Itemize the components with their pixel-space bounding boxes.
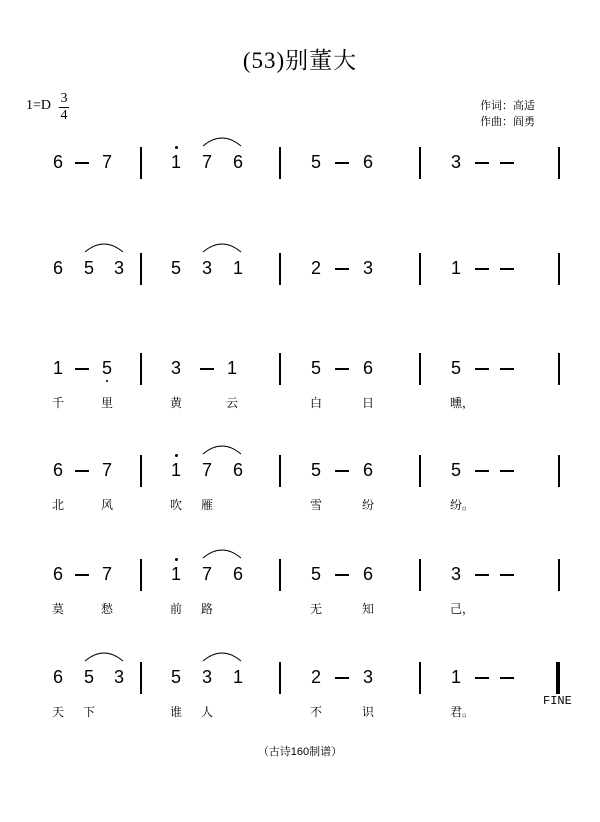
credits <box>480 98 535 130</box>
note: 3 <box>362 667 373 687</box>
note: 7 <box>201 564 212 584</box>
lyric: 莫 <box>51 602 64 616</box>
lyric: 云 <box>225 396 238 410</box>
barline <box>279 559 281 591</box>
lyric: 人 <box>200 705 213 719</box>
note: 1 <box>232 667 243 687</box>
barline <box>140 253 142 285</box>
dash <box>200 368 214 370</box>
key-label: 1=D <box>26 98 52 113</box>
note: 5 <box>83 667 94 687</box>
lyric: 日 <box>361 396 374 410</box>
dash <box>475 677 489 679</box>
lyric: 纷 <box>361 498 374 512</box>
note: 5 <box>170 258 181 278</box>
lyric: 谁 <box>169 705 182 719</box>
high-octave-dot <box>175 558 178 561</box>
score-row-4 <box>0 460 600 520</box>
note: 6 <box>362 152 373 172</box>
note-high <box>166 152 186 172</box>
dash <box>335 574 349 576</box>
barline <box>140 662 142 694</box>
note: 5 <box>310 460 321 480</box>
note-high <box>166 460 186 480</box>
lyric: 千 <box>51 396 64 410</box>
note: 3 <box>113 258 124 278</box>
barline <box>419 353 421 385</box>
note: 6 <box>52 152 63 172</box>
barline <box>419 147 421 179</box>
final-barline <box>556 662 560 694</box>
score-row-1 <box>0 152 600 212</box>
lyric: 君。 <box>450 705 475 719</box>
lyricist-credit: 作词：高适 <box>480 100 535 112</box>
lyric: 风 <box>100 498 113 512</box>
dash <box>500 162 514 164</box>
note: 6 <box>362 564 373 584</box>
barline <box>279 662 281 694</box>
dash <box>500 268 514 270</box>
note: 7 <box>201 152 212 172</box>
note: 6 <box>232 152 243 172</box>
barline <box>558 353 560 385</box>
note: 6 <box>52 564 63 584</box>
note: 6 <box>232 460 243 480</box>
dash <box>475 574 489 576</box>
note: 7 <box>101 152 112 172</box>
score-row-3 <box>0 358 600 418</box>
dash <box>475 268 489 270</box>
dash <box>475 162 489 164</box>
lyric: 天 <box>51 705 64 719</box>
note: 2 <box>310 258 321 278</box>
dash <box>75 470 89 472</box>
lyric: 下 <box>82 705 95 719</box>
note: 3 <box>201 667 212 687</box>
dash <box>75 368 89 370</box>
barline <box>279 147 281 179</box>
slur <box>83 240 125 254</box>
lyric: 己， <box>450 602 475 616</box>
note-digit: 1 <box>170 152 181 172</box>
dash <box>75 162 89 164</box>
barline <box>279 253 281 285</box>
lyric: 愁 <box>100 602 113 616</box>
lyric: 雁 <box>200 498 213 512</box>
dash <box>500 677 514 679</box>
barline <box>140 147 142 179</box>
dash <box>500 368 514 370</box>
lyric: 知 <box>361 602 374 616</box>
dash <box>335 162 349 164</box>
note: 3 <box>450 564 461 584</box>
note: 7 <box>201 460 212 480</box>
composer-credit: 作曲：阎勇 <box>480 116 535 128</box>
barline <box>279 455 281 487</box>
barline <box>279 353 281 385</box>
note: 5 <box>310 152 321 172</box>
lyric: 前 <box>169 602 182 616</box>
time-top: 3 <box>60 91 68 106</box>
lyric: 白 <box>309 396 322 410</box>
note-low <box>97 358 117 378</box>
barline <box>140 455 142 487</box>
note-digit: 1 <box>170 564 181 584</box>
slur <box>201 442 243 456</box>
lyric: 无 <box>309 602 322 616</box>
lyric: 纷。 <box>450 498 475 512</box>
barline <box>140 559 142 591</box>
lyric: 里 <box>100 396 113 410</box>
barline <box>419 662 421 694</box>
lyric: 曛， <box>450 396 475 410</box>
note-digit: 5 <box>101 358 112 378</box>
footer-note: （古诗160制谱） <box>257 746 343 758</box>
song-title: (53)别董大 <box>242 48 358 73</box>
note: 6 <box>232 564 243 584</box>
note: 2 <box>310 667 321 687</box>
note: 5 <box>310 564 321 584</box>
slur <box>83 649 125 663</box>
note: 3 <box>362 258 373 278</box>
note: 1 <box>52 358 63 378</box>
barline <box>558 455 560 487</box>
note: 3 <box>450 152 461 172</box>
lyric: 雪 <box>309 498 322 512</box>
high-octave-dot <box>175 146 178 149</box>
score-row-5 <box>0 564 600 624</box>
lyric: 路 <box>200 602 213 616</box>
dash <box>475 368 489 370</box>
dash <box>75 574 89 576</box>
note: 5 <box>310 358 321 378</box>
note: 7 <box>101 564 112 584</box>
barline <box>558 147 560 179</box>
dash <box>500 574 514 576</box>
note: 6 <box>362 358 373 378</box>
time-bottom: 4 <box>60 108 68 123</box>
score-row-6 <box>0 667 600 727</box>
note: 5 <box>170 667 181 687</box>
lyric: 识 <box>361 705 374 719</box>
note: 5 <box>83 258 94 278</box>
lyric: 不 <box>309 705 322 719</box>
lyric: 黄 <box>169 396 182 410</box>
note: 6 <box>362 460 373 480</box>
note: 1 <box>226 358 237 378</box>
note: 3 <box>170 358 181 378</box>
slur <box>201 649 243 663</box>
note: 6 <box>52 460 63 480</box>
barline <box>140 353 142 385</box>
dash <box>335 677 349 679</box>
barline <box>419 455 421 487</box>
fine-mark: FINE <box>543 694 572 708</box>
note: 6 <box>52 258 63 278</box>
lyric: 吹 <box>169 498 182 512</box>
note: 1 <box>450 667 461 687</box>
barline <box>558 559 560 591</box>
slur <box>201 240 243 254</box>
barline <box>558 253 560 285</box>
barline <box>419 559 421 591</box>
dash <box>500 470 514 472</box>
dash <box>475 470 489 472</box>
lyric: 北 <box>51 498 64 512</box>
note: 1 <box>232 258 243 278</box>
high-octave-dot <box>175 454 178 457</box>
note: 5 <box>450 460 461 480</box>
time-signature <box>59 92 69 123</box>
score-row-2 <box>0 258 600 318</box>
dash <box>335 268 349 270</box>
note: 1 <box>450 258 461 278</box>
note-high <box>166 564 186 584</box>
note: 6 <box>52 667 63 687</box>
low-octave-dot <box>106 380 108 382</box>
dash <box>335 368 349 370</box>
slur <box>201 134 243 148</box>
barline <box>419 253 421 285</box>
note: 5 <box>450 358 461 378</box>
note-digit: 1 <box>170 460 181 480</box>
note: 3 <box>201 258 212 278</box>
note: 7 <box>101 460 112 480</box>
note: 3 <box>113 667 124 687</box>
dash <box>335 470 349 472</box>
slur <box>201 546 243 560</box>
